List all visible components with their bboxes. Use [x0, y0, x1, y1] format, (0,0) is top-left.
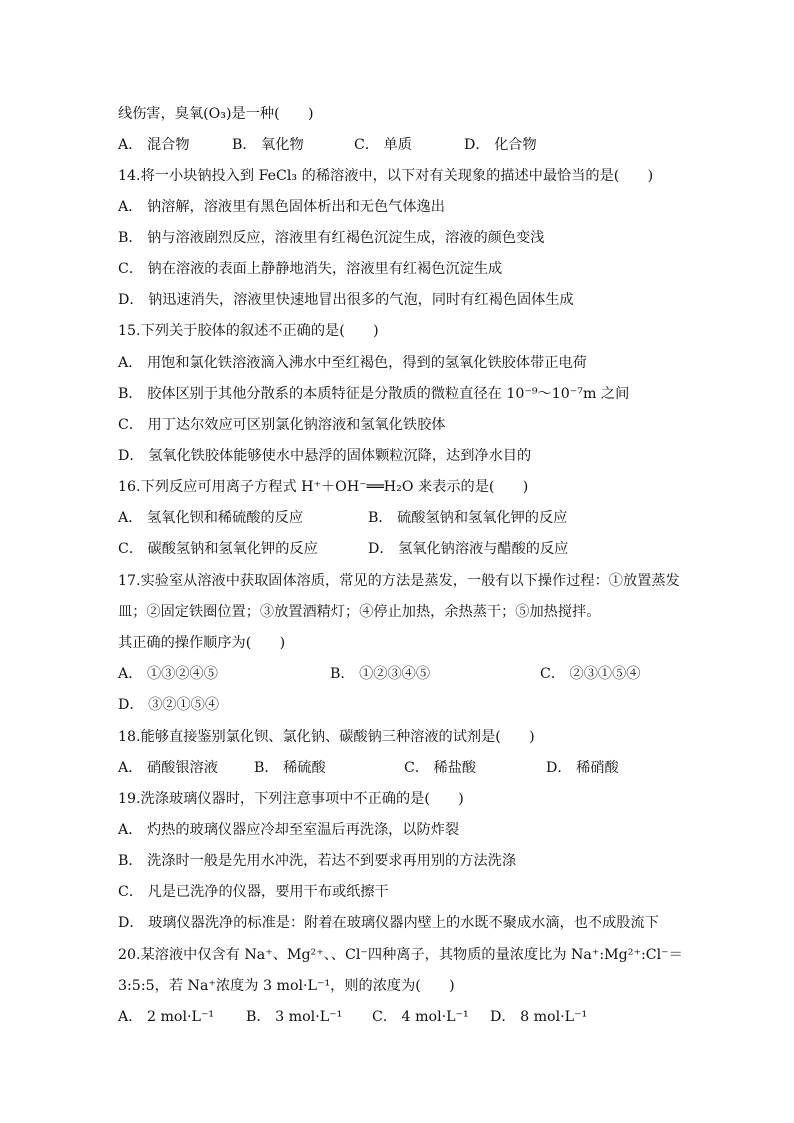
q20-stem-line2: 3:5:5，若 Na⁺浓度为 3 mol·L⁻¹，则的浓度为( ) [118, 978, 455, 994]
q13-stem-tail: 线伤害，臭氧(O₃)是一种( ) [118, 106, 314, 122]
q17-stem-line2: 皿；②固定铁圈位置；③放置酒精灯；④停止加热，余热蒸干；⑤加热搅拌。 [118, 604, 601, 620]
q16-option-b: B． 硫酸氢钠和氢氧化钾的反应 [368, 510, 568, 526]
q15-option-d: D． 氢氧化铁胶体能够使水中悬浮的固体颗粒沉降，达到净水目的 [118, 448, 532, 464]
q15-option-a: A． 用饱和氯化铁溶液滴入沸水中至红褐色，得到的氢氧化铁胶体带正电荷 [118, 355, 587, 371]
q13-option-c: C． 单质 [354, 137, 412, 153]
q18-option-d: D． 稀硝酸 [546, 760, 619, 776]
q14-option-c: C． 钠在溶液的表面上静静地消失，溶液里有红褐色沉淀生成 [118, 261, 503, 277]
q19-option-a: A． 灼热的玻璃仪器应冷却至室温后再洗涤，以防炸裂 [118, 822, 460, 838]
q16-option-a: A． 氢氧化钡和稀硫酸的反应 [118, 510, 304, 526]
q14-option-d: D． 钠迅速消失，溶液里快速地冒出很多的气泡，同时有红褐色固体生成 [118, 292, 574, 308]
q14-option-b: B． 钠与溶液剧烈反应，溶液里有红褐色沉淀生成，溶液的颜色变浅 [118, 230, 545, 246]
q17-option-b: B． ①②③④⑤ [330, 666, 431, 682]
q17-option-d: D． ③②①⑤④ [118, 697, 220, 713]
q16-option-d: D． 氢氧化钠溶液与醋酸的反应 [368, 541, 569, 557]
q17-option-c: C． ②③①⑤④ [540, 666, 641, 682]
q18-option-b: B． 稀硫酸 [254, 760, 326, 776]
q20-stem-line1: 20.某溶液中仅含有 Na⁺、Mg²⁺、、Cl⁻四种离子，其物质的量浓度比为 Na⁺:Mg²⁺:Cl⁻＝ [118, 947, 683, 963]
q16-option-c: C． 碳酸氢钠和氢氧化钾的反应 [118, 541, 318, 557]
q13-option-d: D． 化合物 [464, 137, 537, 153]
q18-stem: 18.能够直接鉴别氯化钡、氯化钠、碳酸钠三种溶液的试剂是( ) [118, 729, 535, 745]
q18-option-c: C． 稀盐酸 [404, 760, 477, 776]
q19-option-c: C． 凡是已洗净的仪器，要用干布或纸擦干 [118, 884, 389, 900]
q14-option-a: A． 钠溶解，溶液里有黑色固体析出和无色气体逸出 [118, 199, 445, 215]
q13-option-a: A． 混合物 [118, 137, 190, 153]
q19-stem: 19.洗涤玻璃仪器时，下列注意事项中不正确的是( ) [118, 791, 464, 807]
q14-stem: 14.将一小块钠投入到 FeCl₃ 的稀溶液中，以下对有关现象的描述中最恰当的是( ) [118, 168, 654, 184]
q13-option-b: B． 氧化物 [232, 137, 304, 153]
q16-stem: 16.下列反应可用离子方程式 H⁺＋OH⁻══H₂O 来表示的是( ) [118, 479, 529, 495]
q19-option-d: D． 玻璃仪器洗净的标准是：附着在玻璃仪器内壁上的水既不聚成水滴，也不成股流下 [118, 915, 659, 931]
q15-option-c: C． 用丁达尔效应可区别氯化钠溶液和氢氧化铁胶体 [118, 417, 446, 433]
q17-stem-line3: 其正确的操作顺序为( ) [118, 635, 286, 651]
q20-option-b: B． 3 mol·L⁻¹ [246, 1009, 343, 1025]
q19-option-b: B． 洗涤时一般是先用水冲洗，若达不到要求再用别的方法洗涤 [118, 853, 517, 869]
q20-option-d: D． 8 mol·L⁻¹ [490, 1009, 588, 1025]
q20-option-a: A． 2 mol·L⁻¹ [118, 1009, 215, 1025]
q18-option-a: A． 硝酸银溶液 [118, 760, 218, 776]
q17-option-a: A． ①③②④⑤ [118, 666, 218, 682]
q15-stem: 15.下列关于胶体的叙述不正确的是( ) [118, 323, 379, 339]
q17-stem-line1: 17.实验室从溶液中获取固体溶质，常见的方法是蒸发，一般有以下操作过程：①放置蒸发 [118, 573, 680, 589]
q15-option-b: B． 胶体区别于其他分散系的本质特征是分散质的微粒直径在 10⁻⁹～10⁻⁷m 之间 [118, 386, 630, 402]
q20-option-c: C． 4 mol·L⁻¹ [372, 1009, 469, 1025]
